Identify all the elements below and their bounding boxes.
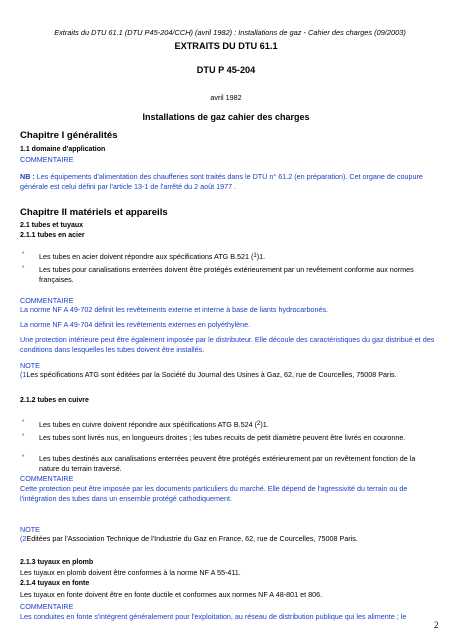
commentaire-text: La norme NF A 49-702 définit les revêtements externe et interne à base de liants hydrocarbonés. — [20, 305, 329, 314]
section-2-1-title: 2.1 tubes et tuyaux — [20, 222, 84, 229]
commentaire-text: La norme NF A 49-704 définit les revêtements externes en polyéthylène. — [20, 320, 251, 329]
note-label: NOTE — [20, 525, 40, 534]
section-2-1-2-title: 2.1.2 tubes en cuivre — [20, 397, 89, 404]
section-2-1-4-title: 2.1.4 tuyaux en fonte — [20, 580, 90, 587]
section-2-1-3-title: 2.1.3 tuyaux en plomb — [20, 559, 94, 566]
chapter-1-title: Chapitre I généralités — [20, 130, 118, 141]
commentaire-label: COMMENTAIRE — [20, 155, 74, 164]
commentaire-text: Cette protection peut être imposée par les documents particuliers du marché. Elle dépend de l'agressivité du terrain ou de l'intégration des tubes dans un ensemble protégé cathodiquement. — [20, 484, 408, 503]
footnote-1: (1Les spécifications ATG sont éditées par la Société du Journal des Usines à Gaz, 62, rue de Courcelles, 75008 Paris. — [20, 370, 397, 379]
nb-label: NB : — [20, 172, 35, 181]
nb-text: Les équipements d'alimentation des chaufferies sont traités dans le DTU n° 61.2 (en préparation). Cet organe de coupure générale est celui défini par l'article 13-1 de l'arrêté du 2 août 1977 . — [20, 172, 423, 191]
commentaire-label: COMMENTAIRE — [20, 474, 74, 483]
chapter-2-title: Chapitre II matériels et appareils — [20, 207, 168, 218]
doc-date: avril 1982 — [210, 93, 242, 102]
running-header: Extraits du DTU 61.1 (DTU P45-204/CCH) (avril 1982) : Installations de gaz - Cahier des charges (09/2003) — [54, 28, 406, 37]
document-page: Extraits du DTU 61.1 (DTU P45-204/CCH) (avril 1982) : Installations de gaz - Cahier des charges (09/2003) EXTRAITS DU DTU 61.1 DTU P 45-204 avril 1982 Installations de gaz cahier des charges Chapitre I généralités 1.1 domaine d'application COMMENTAIRE NB : Les équipements d'alimentation des chaufferies sont traités dans le DTU n° 61.2 (en préparation). Cet organe de coupure générale est celui défini par l'article 13-1 de l'arrêté du 2 août 1977 . Chapitre II matériels et appareils 2.1 tubes et tuyaux 2.1.1 tubes en acier ° Les tubes en acier doivent répondre aux spécifications ATG B.521 ($^1$)1. ° Les tubes pour canalisations enterrées doivent être protégés extérieurement par un revêtement conforme aux normes françaises. COMMENTAIRE La norme NF A 49-702 définit les revêtements externe et interne à base de liants hydrocarbonés. La norme NF A 49-704 définit les revêtements externes en polyéthylène. Une protection intérieure peut être également imposée par le distributeur. Elle découle des caractéristiques du gaz distribué et des conditions dans lesquelles les tubes doivent être installés. NOTE (1Les spécifications ATG sont éditées par la Société du Journal des Usines à Gaz, 62, rue de Courcelles, 75008 Paris. 2.1.2 tubes en cuivre ° Les tubes en cuivre doivent répondre aux spécifications ATG B.524 ($^2$)1. ° Les tubes sont livrés nus, en longueurs droites ; les tubes recuits de petit diamètre peuvent être livrés en couronne. ° Les tubes destinés aux canalisations enterrées peuvent être protégés extérieurement par un revêtement fonction de la nature du terrain traversé. COMMENTAIRE Cette protection peut être imposée par les documents particuliers du marché. Elle dépend de l'agressivité du terrain ou de l'intégration des tubes dans un ensemble protégé cathodiquement. NOTE (2Editées par l'Association Technique de l'Industrie du Gaz en France, 62, rue de Courcelles, 75008 Paris. 2.1.3 tuyaux en plomb Les tuyaux en plomb doivent être conformes à la norme NF A 55-411. 2.1.4 tuyaux en fonte Les tuyaux en fonte doivent être en fonte ductile et conformes aux normes NF A 48-801 et 806. COMMENTAIRE Les conduites en fonte s'intègrent généralement pour l'exploitation, au réseau de distribution publique qui les alimente ; le 2 — [0, 0, 452, 640]
doc-subtitle: Installations de gaz cahier des charges — [142, 112, 310, 122]
bullet-mark: ° — [22, 252, 25, 258]
nb-paragraph — [20, 172, 440, 192]
section-1-1-title: 1.1 domaine d'application — [20, 146, 106, 153]
bullet-mark: ° — [22, 434, 25, 440]
commentaire-text: Une protection intérieure peut être également imposée par le distributeur. Elle découle des caractéristiques du gaz distribué et des conditions dans lesquelles les tubes doivent être installés. — [20, 335, 435, 354]
section-2-1-1-title: 2.1.1 tubes en acier — [20, 232, 85, 239]
doc-reference: DTU P 45-204 — [196, 65, 256, 75]
note-label: NOTE — [20, 361, 40, 370]
doc-title: EXTRAITS DU DTU 61.1 — [174, 41, 278, 51]
bullet-mark: ° — [22, 455, 25, 461]
bullet-mark: ° — [22, 420, 25, 426]
commentaire-label: COMMENTAIRE — [20, 602, 74, 611]
fonte-text: Les tuyaux en fonte doivent être en fonte ductile et conformes aux normes NF A 48-801 et 806. — [20, 590, 323, 599]
footnote-2: (2Editées par l'Association Technique de l'Industrie du Gaz en France, 62, rue de Courcelles, 75008 Paris. — [20, 534, 358, 543]
commentaire-label: COMMENTAIRE — [20, 296, 74, 305]
bullet-mark: ° — [22, 266, 25, 272]
commentaire-text: Les conduites en fonte s'intègrent généralement pour l'exploitation, au réseau de distribution publique qui les alimente ; le — [20, 612, 407, 621]
plomb-text: Les tuyaux en plomb doivent être conformes à la norme NF A 55-411. — [20, 568, 241, 577]
page-number: 2 — [434, 620, 439, 630]
